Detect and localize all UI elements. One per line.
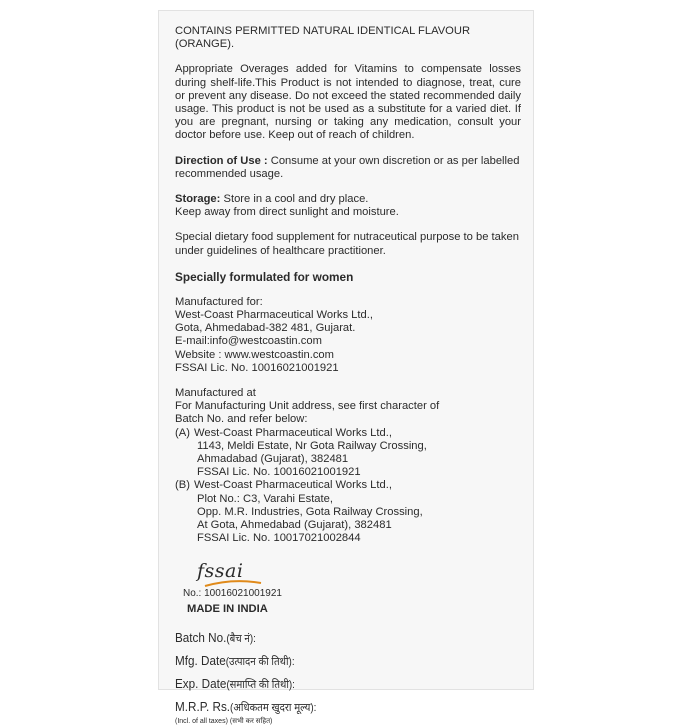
unit-a-line: Ahmadabad (Gujarat), 382481 xyxy=(197,453,349,466)
mfg-hindi: (उत्पादन की तिथी): xyxy=(225,655,295,668)
direction-of-use xyxy=(175,155,521,181)
manufactured-at-note-2: Batch No. and refer below: xyxy=(175,413,308,426)
fssai-license-number: No.: 10016021001921 xyxy=(183,587,282,599)
company-address: Gota, Ahmedabad-382 481, Gujarat. xyxy=(175,322,356,335)
direction-label: Direction of Use : xyxy=(175,154,268,167)
unit-a xyxy=(175,427,521,480)
storage-text-2: Keep away from direct sunlight and moisture. xyxy=(175,206,399,219)
batch-hindi: (बैच नं): xyxy=(226,632,256,645)
unit-a-label: (A) xyxy=(175,426,190,439)
storage-section xyxy=(175,193,521,219)
fssai-logo xyxy=(197,560,521,586)
company-email: E-mail:info@westcoastin.com xyxy=(175,335,322,348)
unit-b-label: (B) xyxy=(175,479,190,492)
label-panel xyxy=(158,10,534,725)
exp-label: Exp. Date xyxy=(175,675,227,691)
mfg-label: Mfg. Date xyxy=(175,652,226,668)
storage-label: Storage: xyxy=(175,193,221,206)
taxes-note-hi: (सभी कर सहित) xyxy=(229,717,273,725)
unit-a-line: 1143, Meldi Estate, Nr Gota Railway Crossing, xyxy=(197,439,427,452)
dietary-statement: Special dietary food supplement for nutraceutical purpose to be taken under guidelines of healthcare practitioner. xyxy=(175,231,519,257)
flavour-statement: CONTAINS PERMITTED NATURAL IDENTICAL FLAVOUR (ORANGE). xyxy=(175,25,471,51)
manufactured-at-heading: Manufactured at xyxy=(175,387,256,400)
company-fssai: FSSAI Lic. No. 10016021001921 xyxy=(175,361,339,374)
manufactured-at-block xyxy=(175,387,521,545)
unit-b-lines xyxy=(192,479,423,545)
fssai-swoosh-icon xyxy=(203,580,263,588)
manufactured-for-heading: Manufactured for: xyxy=(175,295,263,308)
exp-hindi: (समाप्ति की तिथी): xyxy=(226,678,295,691)
formulated-heading: Specially formulated for women xyxy=(175,269,354,284)
company-website: Website : www.westcoastin.com xyxy=(175,348,334,361)
direction-text: Consume at your own discretion or as per labelled recommended usage. xyxy=(175,154,520,180)
unit-a-line: FSSAI Lic. No. 10016021001921 xyxy=(197,466,361,479)
fssai-logo-text: fssai xyxy=(197,559,244,582)
disclaimer-text: Appropriate Overages added for Vitamins to compensate losses during shelf-life.This Product is not intended to diagnose, treat, cure or prevent any disease. Do not exceed the stated recommended daily usage. This product is not be used as a substitute for a varied diet. If you are pregnant, nursing or taking any medication, consult your doctor before use. Keep out of reach of children. xyxy=(175,63,521,142)
mrp-field xyxy=(175,698,486,717)
exp-date-field xyxy=(175,675,486,694)
storage-text: Store in a cool and dry place. xyxy=(220,193,369,206)
company-name: West-Coast Pharmaceutical Works Ltd., xyxy=(175,309,373,322)
taxes-note-en: (Incl. of all taxes) xyxy=(175,717,228,725)
mrp-hindi: (अधिकतम खुदरा मूल्य): xyxy=(230,701,317,714)
manufactured-at-note-1: For Manufacturing Unit address, see first character of xyxy=(175,400,440,413)
unit-b-line: At Gota, Ahmedabad (Gujarat), 382481 xyxy=(197,519,392,532)
mrp-label: M.R.P. Rs. xyxy=(175,698,231,714)
unit-b xyxy=(175,479,521,545)
mfg-date-field xyxy=(175,652,486,671)
unit-b-line: Opp. M.R. Industries, Gota Railway Crossing, xyxy=(197,505,423,518)
made-in-india: MADE IN INDIA xyxy=(187,602,268,615)
batch-label: Batch No. xyxy=(175,629,227,645)
unit-a-lines xyxy=(192,427,427,480)
taxes-note xyxy=(175,717,521,726)
batch-field xyxy=(175,629,486,648)
manufactured-for-block xyxy=(175,296,521,375)
unit-b-line: Plot No.: C3, Varahi Estate, xyxy=(197,492,333,505)
unit-a-line: West-Coast Pharmaceutical Works Ltd., xyxy=(194,426,392,439)
unit-b-line: West-Coast Pharmaceutical Works Ltd., xyxy=(194,479,392,492)
unit-b-line: FSSAI Lic. No. 10017021002844 xyxy=(197,532,361,545)
